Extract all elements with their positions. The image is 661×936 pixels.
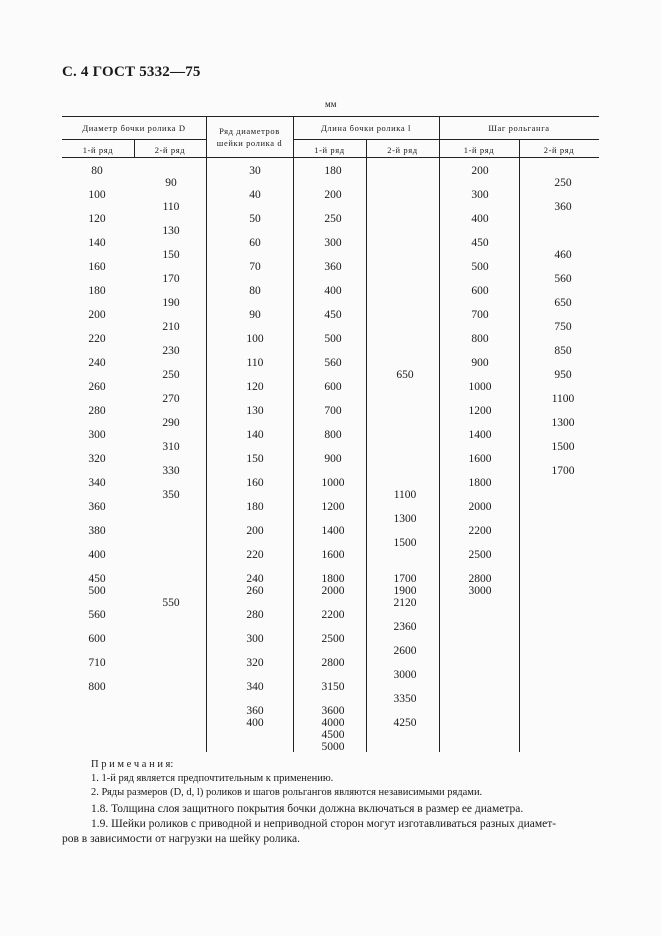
table-cell: 110 [246,357,264,369]
table-cell: 2600 [393,645,417,657]
table-cell: 1100 [393,489,417,501]
table-cell: 120 [246,381,264,393]
paragraph-1-9-line1: 1.9. Шейки роликов с приводной и неприводной сторон могут изготавливаться разных диамет- [91,818,557,830]
table-cell: 1000 [321,477,345,489]
table-cell: 1800 [468,477,492,489]
table-cell: 2360 [393,621,417,633]
table-cell: 90 [249,309,261,321]
table-cell: 250 [162,369,180,381]
table-cell: 250 [554,177,572,189]
table-cell: 280 [88,405,106,417]
table-cell: 350 [162,489,180,501]
table-cell: 1400 [468,429,492,441]
table-cell: 50 [249,213,261,225]
table-cell: 1300 [551,417,575,429]
table-cell: 200 [324,189,342,201]
table-top-rule [62,116,599,117]
col-divider [519,139,520,752]
table-cell: 2120 [393,597,417,609]
subheader-step-row1: 1-й ряд [463,145,495,155]
table-cell: 250 [324,213,342,225]
table-cell: 1200 [468,405,492,417]
table-cell: 300 [471,189,489,201]
table-cell: 270 [162,393,180,405]
table-cell: 460 [554,249,572,261]
header-diameter-D: Диаметр бочки ролика D [82,123,186,133]
table-cell: 400 [471,213,489,225]
subheader-l-row1: 1-й ряд [314,145,345,155]
table-cell: 450 [324,309,342,321]
table-cell: 600 [324,381,342,393]
table-cell: 560 [88,609,106,621]
table-cell: 3000 [393,669,417,681]
table-cell: 360 [554,201,572,213]
col-divider [293,116,294,752]
table-cell: 220 [246,549,264,561]
table-cell: 340 [246,681,264,693]
table-cell: 600 [88,633,106,645]
table-cell: 1400 [321,525,345,537]
table-cell: 850 [554,345,572,357]
table-cell: 320 [246,657,264,669]
table-cell: 600 [471,285,489,297]
table-cell: 160 [246,477,264,489]
table-cell: 200 [246,525,264,537]
table-cell: 170 [162,273,180,285]
table-cell: 260 [246,585,264,597]
table-cell: 450 [471,237,489,249]
table-cell: 950 [554,369,572,381]
subheader-D-row1: 1-й ряд [82,145,114,155]
table-cell: 400 [246,717,264,729]
col-divider [366,139,367,752]
table-cell: 4000 [321,717,345,729]
table-cell: 150 [162,249,180,261]
table-cell: 220 [88,333,106,345]
table-cell: 150 [246,453,264,465]
header-neck-diameter-line2: шейки ролика d [216,138,283,148]
table-cell: 1100 [551,393,575,405]
table-cell: 1700 [551,465,575,477]
table-cell: 180 [246,501,264,513]
table-cell: 500 [88,585,106,597]
table-cell: 180 [88,285,106,297]
table-cell: 800 [88,681,106,693]
table-cell: 320 [88,453,106,465]
paragraph-1-9-line2: ров в зависимости от нагрузки на шейку ролика. [62,833,300,845]
table-cell: 260 [88,381,106,393]
note-1: 1. 1-й ряд является предпочтительным к применению. [91,773,334,784]
table-cell: 180 [324,165,342,177]
table-cell: 450 [88,573,106,585]
table-cell: 2500 [321,633,345,645]
table-cell: 1900 [393,585,417,597]
subheader-step-row2: 2-й ряд [543,145,575,155]
subheader-rule-right [293,139,599,140]
table-cell: 400 [88,549,106,561]
table-cell: 230 [162,345,180,357]
table-cell: 700 [324,405,342,417]
header-length-l: Длина бочки ролика l [321,123,411,133]
table-cell: 160 [88,261,106,273]
table-cell: 140 [246,429,264,441]
table-cell: 130 [246,405,264,417]
header-roller-step: Шаг рольганга [488,123,550,133]
header-neck-diameter-line1: Ряд диаметров [219,126,280,136]
table-cell: 190 [162,297,180,309]
table-cell: 360 [246,705,264,717]
table-cell: 800 [471,333,489,345]
table-cell: 80 [91,165,103,177]
table-cell: 3350 [393,693,417,705]
table-cell: 710 [88,657,106,669]
table-cell: 2800 [321,657,345,669]
table-cell: 4500 [321,729,345,741]
table-cell: 750 [554,321,572,333]
table-cell: 900 [471,357,489,369]
table-cell: 1800 [321,573,345,585]
table-cell: 290 [162,417,180,429]
table-cell: 130 [162,225,180,237]
table-cell: 1600 [468,453,492,465]
table-cell: 3600 [321,705,345,717]
table-cell: 330 [162,465,180,477]
table-cell: 210 [162,321,180,333]
table-cell: 550 [162,597,180,609]
table-cell: 360 [324,261,342,273]
table-cell: 60 [249,237,261,249]
table-cell: 200 [471,165,489,177]
table-cell: 700 [471,309,489,321]
paragraph-1-8: 1.8. Толщина слоя защитного покрытия бочки должна включаться в размер ее диаметра. [91,803,524,815]
table-cell: 380 [88,525,106,537]
table-cell: 400 [324,285,342,297]
unit-label: мм [325,99,337,109]
table-cell: 2000 [321,585,345,597]
table-cell: 1600 [321,549,345,561]
table-cell: 3000 [468,585,492,597]
table-cell: 300 [88,429,106,441]
table-cell: 650 [396,369,414,381]
table-cell: 560 [324,357,342,369]
table-cell: 1200 [321,501,345,513]
table-cell: 500 [471,261,489,273]
note-2: 2. Ряды размеров (D, d, l) роликов и шагов рольгангов являются независимыми рядами. [91,787,483,798]
table-cell: 80 [249,285,261,297]
table-cell: 40 [249,189,261,201]
table-cell: 560 [554,273,572,285]
table-cell: 2500 [468,549,492,561]
table-cell: 800 [324,429,342,441]
table-cell: 3150 [321,681,345,693]
table-cell: 100 [246,333,264,345]
table-cell: 1300 [393,513,417,525]
col-divider [206,116,207,752]
table-cell: 1500 [393,537,417,549]
table-cell: 900 [324,453,342,465]
table-cell: 140 [88,237,106,249]
table-cell: 2800 [468,573,492,585]
table-cell: 90 [165,177,177,189]
table-cell: 310 [162,441,180,453]
table-cell: 360 [88,501,106,513]
table-cell: 30 [249,165,261,177]
table-cell: 120 [88,213,106,225]
table-cell: 300 [246,633,264,645]
table-cell: 1500 [551,441,575,453]
col-divider [439,116,440,752]
table-cell: 5000 [321,741,345,753]
table-cell: 2200 [468,525,492,537]
table-cell: 1000 [468,381,492,393]
table-cell: 2000 [468,501,492,513]
table-cell: 2200 [321,609,345,621]
subheader-l-row2: 2-й ряд [387,145,418,155]
table-cell: 500 [324,333,342,345]
table-cell: 340 [88,477,106,489]
page-header: С. 4 ГОСТ 5332—75 [62,64,201,80]
table-cell: 240 [88,357,106,369]
subheader-D-row2: 2-й ряд [154,145,186,155]
table-cell: 110 [162,201,180,213]
table-cell: 300 [324,237,342,249]
table-cell: 280 [246,609,264,621]
table-cell: 4250 [393,717,417,729]
table-cell: 100 [88,189,106,201]
table-cell: 200 [88,309,106,321]
notes-title: П р и м е ч а н и я: [91,759,174,770]
table-cell: 240 [246,573,264,585]
table-cell: 70 [249,261,261,273]
table-cell: 1700 [393,573,417,585]
table-cell: 650 [554,297,572,309]
